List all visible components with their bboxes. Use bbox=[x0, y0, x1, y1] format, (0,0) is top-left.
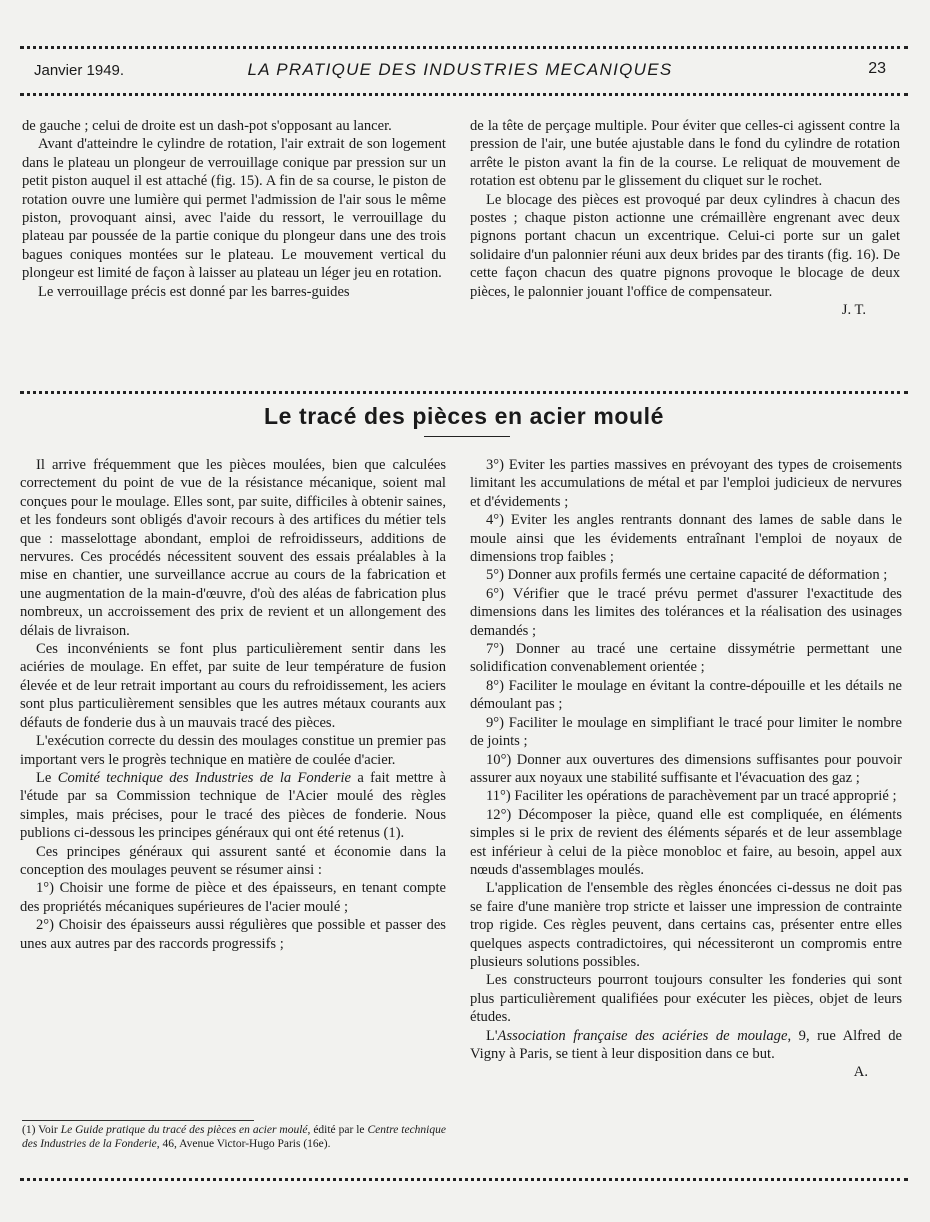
author-signature: J. T. bbox=[841, 302, 866, 319]
list-item: 3°) Eviter les parties massives en prévoyant des types de croisements limitant les accumulations de métal et par l'emploi judicieux de nervures et d'évidements ; bbox=[470, 457, 902, 510]
paragraph: L'application de l'ensemble des règles énoncées ci-dessus ne doit pas se faire d'une manière trop stricte et laisser une impression de contrainte trop rigide. Ces règles peuvent, dans certains cas, présenter entre elles quelques aspects contradictoires, qui nécessiteront un compromis entre plusieurs solutions possibles. bbox=[470, 880, 902, 970]
paragraph: Le blocage des pièces est provoqué par deux cylindres à chacun des postes ; chaque piston actionne une crémaillère engrenant avec deux pignons portant chacun un excentrique. Celui-ci porte sur un galet solidaire d'un palonnier réuni aux deux brides par des tirants (fig. 16). De cette façon chacun des quatre pignons provoque le blocage de deux pièces, le palonnier jouant l'office de compensateur. bbox=[470, 191, 900, 300]
paragraph: de gauche ; celui de droite est un dash-pot s'opposant au lancer. bbox=[22, 118, 392, 134]
header-top-rule bbox=[20, 46, 908, 49]
list-item: 12°) Décomposer la pièce, quand elle est compliquée, en éléments simples si le prix de revient des éléments séparés et de leur assemblage est inférieur à celui de la pièce monobloc et faire, au besoin, appel aux nœuds d'assemblages moulés. bbox=[470, 806, 902, 878]
list-item: 1°) Choisir une forme de pièce et des épaisseurs, en tenant compte des propriétés mécaniques supérieures de l'acier moulé ; bbox=[20, 880, 446, 915]
paragraph: Ces inconvénients se font plus particulièrement sentir dans les aciéries de moulage. En effet, par suite de leur température de fusion élevée et de leur retrait important au cours du refroidissement, les aciers sont plus particulièrement sensibles que les autres métaux courants aux défauts de fonderie dus à un mauvais tracé des pièces. bbox=[20, 641, 446, 731]
text-run: a fait mettre à l'étude par sa Commission technique de l'Acier moulé des règles simples, mais précises, pour le tracé des pièces de fonderie. Nous publions ci-dessous les principes généraux qui ont été retenus (1). bbox=[20, 769, 446, 842]
page-number: 23 bbox=[868, 60, 886, 77]
paragraph: Il arrive fréquemment que les pièces moulées, bien que calculées correctement du point de vue de la résistance mécanique, soient mal conçues pour le moulage. Elles sont, par suite, difficiles à obtenir saines, et les fondeurs sont obligés d'avoir recours à des artifices du métier tels que : masselottage abondant, emploi de refroidisseurs, additions de nervures. Ces procédés nécessitent souvent des essais préalables à la mise en chantier, une surveillance accrue au cours de la fabrication et une augmentation de la main-d'œuvre, d'où des aléas de fabrication plus nombreux, un accroissement des prix de revient et un allongement des délais de livraison. bbox=[20, 457, 446, 639]
footnote bbox=[22, 1124, 446, 1151]
article-separator-rule bbox=[20, 391, 908, 394]
running-header bbox=[34, 58, 886, 86]
previous-article-left-column bbox=[22, 117, 446, 301]
list-item: 11°) Faciliter les opérations de parachèvement par un tracé approprié ; bbox=[486, 788, 897, 805]
committee-name: Comité technique des Industries de la Fonderie bbox=[57, 769, 351, 786]
paragraph bbox=[20, 769, 446, 843]
issue-date: Janvier 1949. bbox=[34, 62, 125, 79]
guide-title: Le Guide pratique du tracé des pièces en acier moulé bbox=[60, 1124, 308, 1136]
article-right-column bbox=[470, 456, 902, 1082]
text-run: Le bbox=[36, 769, 58, 786]
text-run: , 9, rue Alfred de Vigny à Paris, se tient à leur disposition dans ce but. bbox=[470, 1027, 902, 1062]
list-item: 7°) Donner au tracé une certaine dissymétrie permettant une solidification convenablement orientée ; bbox=[470, 641, 902, 676]
paragraph: Ces principes généraux qui assurent santé et économie dans la conception des moulages peuvent se résumer ainsi : bbox=[20, 843, 446, 878]
paragraph bbox=[470, 1027, 902, 1064]
footer-rule bbox=[20, 1178, 908, 1181]
paragraph: Les constructeurs pourront toujours consulter les fonderies qui sont plus particulièrement qualifiées pour exécuter les pièces, objet de leurs études. bbox=[470, 972, 902, 1026]
previous-article-right-column bbox=[470, 117, 900, 319]
list-item: 5°) Donner aux profils fermés une certaine capacité de déformation ; bbox=[486, 567, 888, 584]
text-run: , 46, Avenue Victor-Hugo Paris (16e). bbox=[156, 1137, 331, 1150]
text-run: , édité par le bbox=[307, 1124, 368, 1136]
paragraph: Avant d'atteindre le cylindre de rotation, l'air extrait de son logement dans le plateau un plongeur de verrouillage conique par pression sur un petit piston auquel il est attaché (fig. 15). A fin de sa course, le piston de rotation ouvre une lumière qui permet l'admission de l'air sous le même piston, provoquant ainsi, avec l'aide du ressort, le verrouillage du plateau par poussée de la partie conique du plongeur dans une des trois bagues coniques montées sur le plateau. Le mouvement vertical du plongeur est limité de façon à laisser au plateau un léger jeu en rotation. bbox=[22, 136, 446, 282]
author-signature: A. bbox=[853, 1064, 868, 1081]
paragraph: de la tête de perçage multiple. Pour éviter que celles-ci agissent contre la pression de l'air, une butée ajustable dans le fond du cylindre de rotation arrête le piston avant la fin de la course. Le reliquat de mouvement de rotation est obtenu par le glissement du cliquet sur le rochet. bbox=[470, 118, 900, 190]
footnote-rule bbox=[22, 1120, 254, 1121]
list-item: 9°) Faciliter le moulage en simplifiant le tracé pour limiter le nombre de joints ; bbox=[470, 714, 902, 750]
text-run: L' bbox=[486, 1027, 498, 1044]
paragraph: Le verrouillage précis est donné par les barres-guides bbox=[38, 283, 350, 300]
list-item: 8°) Faciliter le moulage en évitant la contre-dépouille et les détails ne démoulant pas ; bbox=[470, 677, 902, 713]
article-left-column bbox=[20, 456, 446, 953]
paragraph: L'exécution correcte du dessin des moulages constitue un premier pas important vers le progrès technique en matière de coulée d'acier. bbox=[20, 733, 446, 768]
list-item: 4°) Eviter les angles rentrants donnant des lames de sable dans le moule ainsi que les évidements entraînant l'emploi de noyaux de dimensions trop faibles ; bbox=[470, 512, 902, 566]
association-name: Association française des aciéries de moulage bbox=[497, 1027, 788, 1044]
list-item: 10°) Donner aux ouvertures des dimensions suffisantes pour pouvoir assurer aux noyaux une stabilité suffisante et l'évacuation des gaz ; bbox=[470, 751, 902, 786]
title-underline bbox=[424, 436, 510, 437]
journal-title: LA PRATIQUE DES INDUSTRIES MECANIQUES bbox=[247, 60, 673, 79]
article-title: Le tracé des pièces en acier moulé bbox=[263, 403, 665, 429]
centre-name: Centre technique des Industries de la Fonderie bbox=[22, 1124, 446, 1150]
header-bottom-rule bbox=[20, 93, 908, 96]
list-item: 2°) Choisir des épaisseurs aussi régulières que possible et passer des unes aux autres par des raccords progressifs ; bbox=[20, 917, 446, 952]
list-item: 6°) Vérifier que le tracé prévu permet d'assurer l'exactitude des dimensions dans les limites des tolérances et la réalisation des usinages demandés ; bbox=[470, 585, 902, 639]
text-run: (1) Voir bbox=[22, 1124, 61, 1136]
